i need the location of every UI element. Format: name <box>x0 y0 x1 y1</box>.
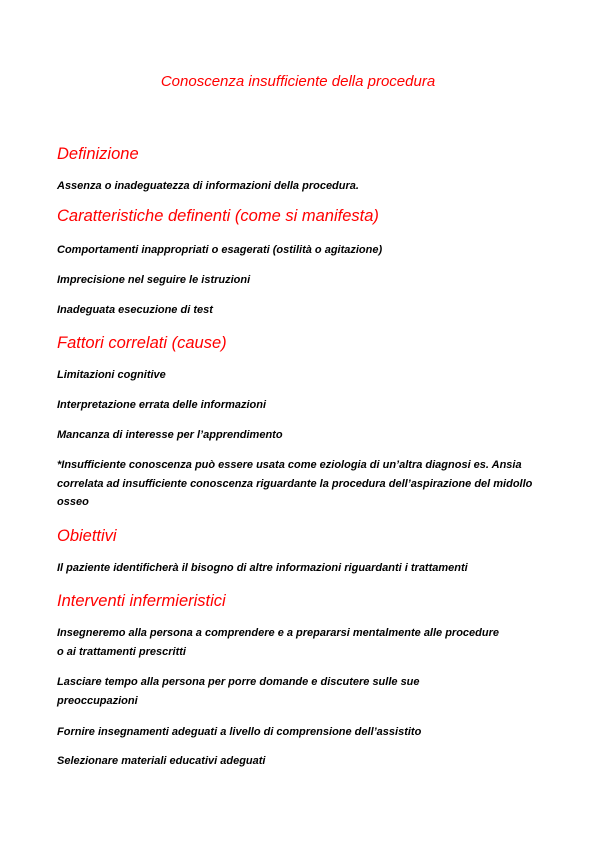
section-heading-interventi: Interventi infermieristici <box>57 592 226 610</box>
list-item: Selezionare materiali educativi adeguati <box>57 755 266 767</box>
list-item: Comportamenti inappropriati o esagerati (ostilità o agitazione) <box>57 244 383 256</box>
list-item: Il paziente identificherà il bisogno di altre informazioni riguardanti i trattamenti <box>57 562 468 574</box>
list-item: Inadeguata esecuzione di test <box>57 304 213 316</box>
list-item: Lasciare tempo alla persona per porre domande e discutere sulle sue preoccupazioni <box>57 676 420 707</box>
list-item: Mancanza di interesse per l’apprendimento <box>57 429 283 441</box>
definition-text: Assenza o inadeguatezza di informazioni della procedura. <box>57 180 359 192</box>
note-paragraph: *Insufficiente conoscenza può essere usata come eziologia di un’altra diagnosi es. Ansia correlata ad insufficiente conoscenza riguardante la procedura dell’aspirazione del midollo osseo <box>57 459 533 508</box>
document-title: Conoscenza insufficiente della procedura <box>160 73 436 90</box>
section-heading-obiettivi: Obiettivi <box>57 527 117 545</box>
list-item: Fornire insegnamenti adeguati a livello di comprensione dell’assistito <box>57 726 422 738</box>
list-item: Limitazioni cognitive <box>57 369 166 381</box>
list-item: Insegneremo alla persona a comprendere e a prepararsi mentalmente alle procedure o ai trattamenti prescritti <box>57 627 500 658</box>
section-heading-fattori-correlati: Fattori correlati (cause) <box>57 334 227 352</box>
list-item: Interpretazione errata delle informazioni <box>57 399 267 411</box>
list-item: Imprecisione nel seguire le istruzioni <box>57 274 251 286</box>
section-heading-definizione: Definizione <box>57 145 139 163</box>
section-heading-caratteristiche: Caratteristiche definenti (come si manifesta) <box>57 207 379 225</box>
